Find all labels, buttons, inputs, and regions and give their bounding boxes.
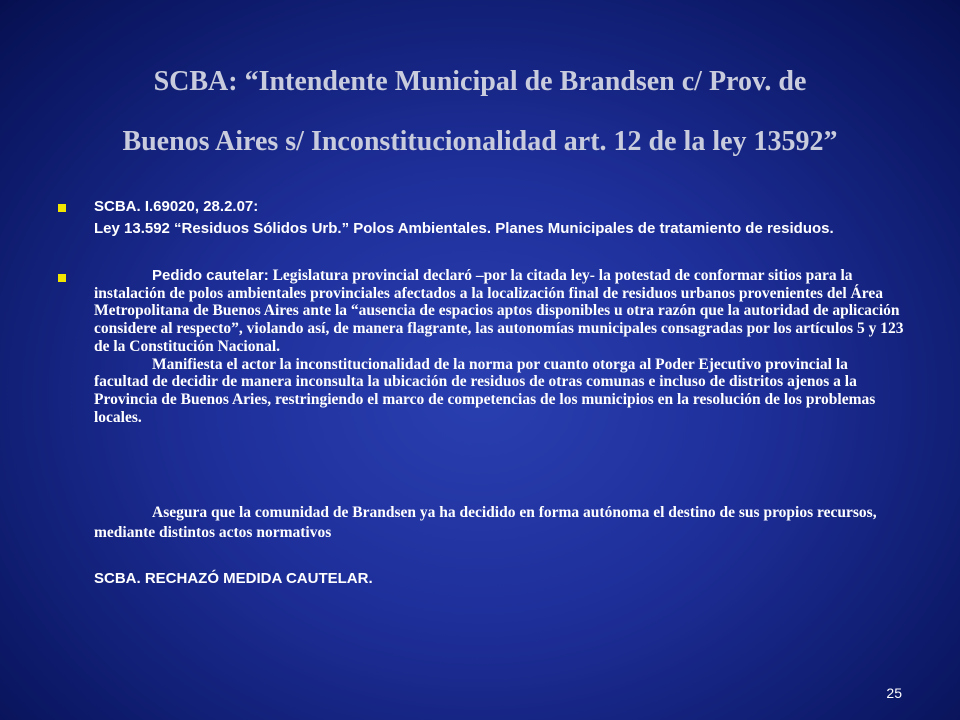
- slide-title: [40, 52, 920, 172]
- slide-title-line-2: Buenos Aires s/ Inconstitucionalidad art. 12 de la ley 13592”: [122, 126, 838, 157]
- paragraph-asegura: [94, 503, 906, 543]
- page-number: 25: [886, 685, 902, 701]
- bullet-square-icon: [58, 274, 66, 282]
- case-reference: SCBA. I.69020, 28.2.07:: [94, 198, 259, 215]
- paragraph-text: Legislatura provincial declaró –por la citada ley- la potestad de conformar sitios para la instalación de polos ambientales provinciales afectados a la localización final de residuos urbanos provenientes del Área Metropolitana de Buenos Aires ante la “ausencia de espacios aptos disponibles u otra razón que la autoridad de aplicación considere al respecto”, violando así, de manera flagrante, las autonomías municipales consagradas por los artículos 5 y 123 de la Constitución Nacional.: [94, 267, 904, 355]
- paragraph-lead: Pedido cautelar:: [152, 267, 269, 284]
- law-reference: Ley 13.592 “Residuos Sólidos Urb.” Polos Ambientales. Planes Municipales de tratamiento de residuos.: [94, 220, 834, 237]
- paragraph-text-3: Asegura que la comunidad de Brandsen ya ha decidido en forma autónoma el destino de sus propios recursos, mediante distintos actos normativos: [94, 504, 877, 541]
- paragraph-text-2: Manifiesta el actor la inconstitucionalidad de la norma por cuanto otorga al Poder Ejecutivo provincial la facultad de decidir de manera inconsulta la ubicación de residuos de otras comunas e incluso de distritos ajenos a la Provincia de Buenos Aries, restringiendo el marco de competencias de los municipios en la resolución de los problemas locales.: [94, 355, 876, 426]
- slide-title-line-1: SCBA: “Intendente Municipal de Brandsen c/ Prov. de: [153, 66, 807, 97]
- bullet-square-icon: [58, 204, 66, 212]
- conclusion-text: SCBA. RECHAZÓ MEDIDA CAUTELAR.: [94, 570, 373, 587]
- paragraph-pedido-cautelar: [94, 267, 906, 426]
